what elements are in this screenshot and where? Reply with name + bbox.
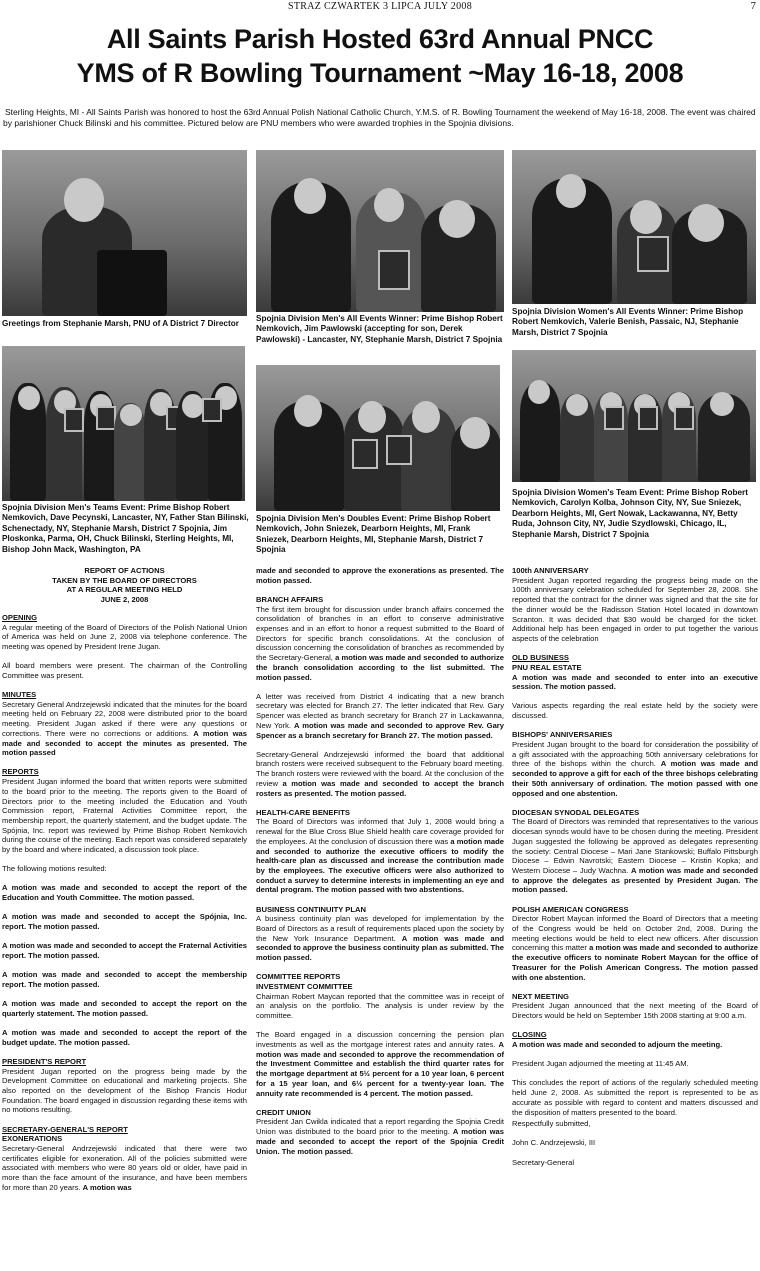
column-3 xyxy=(512,566,758,1177)
branch-affairs-motion: a motion was made and seconded to authorize the branch consolidation according to the list submitted. The motion passed. xyxy=(256,653,504,682)
credit-union-text xyxy=(256,1117,504,1156)
section-heading-polish-american-congress: POLISH AMERICAN CONGRESS xyxy=(512,904,629,914)
synodal-motion: A motion was made and seconded to approve the delegates as presented by President Jugan. The motion passed. xyxy=(512,865,758,895)
minutes-body: Secretary General Andrzejewski indicated that the minutes for the board meeting held on February 22, 2008 were distributed prior to the board meeting. President Jugan asked if there were any questions or corrections. There were no corrections or additions. xyxy=(2,699,247,738)
branch-affairs-text xyxy=(256,605,504,683)
real-estate-text: Various aspects regarding the real estate held by the society were discussed. xyxy=(512,701,758,721)
motion-bold: A motion was made and seconded to accept the membership report. The motion passed. xyxy=(2,970,247,989)
business-continuity-motion: A motion was made and seconded to approve the business continuity plan as submitted. The motion passed. xyxy=(256,933,504,963)
section-heading-100th-anniversary: 100th ANNIVERSARY xyxy=(512,566,589,575)
section-heading-opening: OPENING xyxy=(2,612,38,622)
health-care-motion: a motion made and seconded to authorize the executive officers to modify the health-care plan as discussed and increase the contribution made by the employees. The executive officers were also authorized to conduct a survey to determine interests in implementing an eye and dental program. The motion passed with two abstentions. xyxy=(256,836,505,895)
pension-text xyxy=(256,1030,504,1098)
section-heading-reports: REPORTS xyxy=(2,767,39,777)
caption-womens-all-events: Spojnia Division Women's All Events Winner: Prime Bishop Robert Nemkovich, Valerie Benish, Passaic, NJ, Stephanie Marsh, District 7 Spojnia xyxy=(512,307,744,337)
conclusion-text: This concludes the report of actions of the regularly scheduled meeting held June 2, 2008. As submitted the report is represented to be as accurate as possible with regard to content and matters discussed and the disposition of matters presented to the board. xyxy=(512,1078,758,1117)
health-care-text xyxy=(256,817,504,895)
running-header xyxy=(0,0,760,14)
branch-letter-body: A letter was received from District 4 indicating that a new branch secretary was elected for Branch 27. The letter indicated that Rev. Gary Spencer was elected as branch secretary for Branch 27 in Lackawanna, New York. xyxy=(256,691,504,730)
business-continuity-text xyxy=(256,914,504,963)
motion-bold: A motion was made and seconded to accept the report of the Education and Youth Committee. The motion passed. xyxy=(2,883,247,903)
section-heading-health-care: HEALTH-CARE BENEFITS xyxy=(256,807,350,817)
exonerations-text xyxy=(2,1144,247,1193)
subheading-pnu-real-estate: PNU REAL ESTATE xyxy=(512,662,582,672)
motion-text xyxy=(2,941,247,960)
headline xyxy=(0,22,760,90)
closing-motion-bold: A motion was made and seconded to adjourn the meeting. xyxy=(512,1040,723,1050)
exonerations-body: Secretary-General Andrzejewski indicated that there were two certificates eligible for exoneration. All of the policies submitted were associated with members who were 80 years old or older, have paid in more than the face amount of the insurance, and have been members for more than 20 years. xyxy=(2,1144,247,1192)
synodal-text xyxy=(512,817,758,895)
section-heading-old-business: OLD BUSINESS xyxy=(512,653,569,663)
signature-line: Respectfully submitted, xyxy=(512,1119,591,1129)
motion-bold: A motion was made and seconded to accept the Spójnia, Inc. report. The motion passed. xyxy=(2,912,247,932)
motion-text xyxy=(2,999,247,1018)
subheading-exonerations: EXONERATIONS xyxy=(2,1134,63,1144)
motion-text xyxy=(2,883,247,902)
pac-motion: a motion was made and seconded to authorize the executive officers to nominate Robert Maycan for the office of Treasurer for the Polish American Congress. The motion passed with one abstention. xyxy=(512,943,758,982)
section-heading-presidents-report: PRESIDENT'S REPORT xyxy=(2,1056,87,1066)
section-heading-secretary-general: SECRETARY-GENERAL'S REPORT xyxy=(2,1124,128,1134)
section-heading-minutes: MINUTES xyxy=(2,690,37,700)
next-meeting-text: President Jugan announced that the next meeting of the Board of Directors would be held on September 15th 2008 starting at 9:00 a.m. xyxy=(512,1001,758,1021)
caption-mens-doubles: Spojnia Division Men's Doubles Event: Prime Bishop Robert Nemkovich, John Sniezek, Dearborn Heights, MI, Frank Sniezek, Dearborn Heights, MI, Stephanie Marsh, District 7 Spojnia xyxy=(256,514,491,555)
branch-affairs-body: The first item brought for discussion under branch affairs concerned the consolidation of branches in an effort to conserve administrative expenses and in an effort to honor a request submitted to the Board of Directors for specific branch consolidations. At the conclusion of discussion concerning the consolidation of branches as recommended by the Secretary-General, xyxy=(256,604,504,663)
motion-bold: A motion was made and seconded to accept the report on the quarterly statement. The motion passed. xyxy=(2,999,247,1018)
report-heading-date: JUNE 2, 2008 xyxy=(100,595,149,605)
pac-text xyxy=(512,914,758,982)
section-heading-bishops-anniversaries: BISHOPS' ANNIVERSARIES xyxy=(512,730,613,740)
bishops-text xyxy=(512,740,758,798)
column-2 xyxy=(256,566,504,1166)
report-heading-line: REPORT OF ACTIONS xyxy=(84,566,165,575)
opening-text: A regular meeting of the Board of Directors of the Polish National Union of America was held on June 2, 2008 via telephone conference. The meeting was opened by President Irene Jugan. xyxy=(2,622,247,651)
branch-rosters-motion: a motion was made and seconded to accept the branch rosters as presented. The motion passed. xyxy=(256,778,504,798)
health-care-body: The Board of Directors was informed that July 1, 2008 would bring a renewal for the Blue Cross Blue Shield health care coverage provided for the employees. At the conclusion of discussion there was xyxy=(256,817,504,846)
report-heading-line: AT A REGULAR MEETING HELD xyxy=(66,585,183,595)
real-estate-motion xyxy=(512,673,758,692)
photo-mens-doubles xyxy=(256,365,500,511)
presidents-report-text: President Jugan reported on the progress being made by the Development Committee on educational and marketing projects. She also reported on the development of the Bishop Francis Hodur Foundation. The board engaged in discussion regarding these items with no motions resulting. xyxy=(2,1066,247,1115)
branch-rosters-text xyxy=(256,750,504,799)
motion-bold: A motion was made and seconded to accept the Fraternal Activities report. The motion passed. xyxy=(2,941,247,960)
motion-text xyxy=(2,912,247,931)
subheading-investment-committee: INVESTMENT COMMITTEE xyxy=(256,982,353,992)
report-heading xyxy=(2,566,247,605)
photo-mens-teams xyxy=(2,346,245,501)
opening-text-2: All board members were present. The chairman of the Controlling Committee was present. xyxy=(2,661,247,680)
real-estate-motion-bold: A motion was made and seconded to enter into an executive session. The motion passed. xyxy=(512,672,758,692)
column-1 xyxy=(2,566,247,1202)
minutes-text xyxy=(2,700,247,758)
investment-committee-text: Chairman Robert Maycan reported that the committee was in receipt of an analysis on the portfolio. The analysis is under review by the committee. xyxy=(256,991,504,1021)
synodal-body: The Board of Directors was reminded that representatives to the various diocesan synods would have to be chosen during the meeting. President Jugan suggested the following be approved as delegates representing the society: Central Diocese – Mari Jane Stankowski; Buffalo Pittsburgh Diocese – Edwin Navrotski; Eastern Diocese – Kristin Kopka; and Western Diocese – Judy Wachna. xyxy=(512,817,758,875)
report-heading-line: TAKEN BY THE BOARD OF DIRECTORS xyxy=(52,575,197,585)
running-title: STRAZ CZWARTEK 3 LIPCA JULY 2008 xyxy=(287,1,473,12)
photo-womens-team xyxy=(512,350,756,482)
section-heading-next-meeting: NEXT MEETING xyxy=(512,991,569,1001)
section-heading-business-continuity: BUSINESS CONTINUITY PLAN xyxy=(256,904,366,914)
minutes-motion: A motion was made and seconded to accept the minutes as presented. The motion passed xyxy=(2,728,247,758)
exonerations-continued xyxy=(256,566,504,585)
credit-union-motion: A motion was made and seconded to accept the report of the Spojnia Credit Union. The motion passed. xyxy=(256,1127,504,1156)
section-heading-branch-affairs: BRANCH AFFAIRS xyxy=(256,594,324,604)
business-continuity-body: A business continuity plan was developed for implementation by the Board of Directors as a result of requirements placed upon the society by the New York Insurance Department. xyxy=(256,914,504,943)
pension-motion: A motion was made and seconded to approve the recommendation of the Investment Committee and establish the third quarter rates for the mortgage department at 5½ percent for a 10 year loan, 6 percent for a 15 year loan, and 6½ percent for a twenty-year loan. The annuity rate recommended is 4 percent. The motion passed. xyxy=(256,1040,504,1098)
bishops-body: President Jugan brought to the board for consideration the possibility of a gift associated with the approaching 50th anniversary celebrations for three of the bishops within the church. xyxy=(512,740,758,769)
page-number: 7 xyxy=(750,0,756,12)
closing-motion xyxy=(512,1040,758,1050)
section-heading-committee-reports: COMMITTEE REPORTS xyxy=(256,972,341,982)
section-heading-credit-union: CREDIT UNION xyxy=(256,1107,311,1117)
motions-intro: The following motions resulted: xyxy=(2,864,107,874)
photo-mens-all-events xyxy=(256,150,504,312)
branch-letter-motion: A motion was made and seconded to approve Rev. Gary Spencer as a branch secretary for Branch 27. The motion passed. xyxy=(256,720,504,740)
caption-greetings: Greetings from Stephanie Marsh, PNU of A District 7 Director xyxy=(2,319,239,328)
branch-rosters-body: Secretary-General Andrzejewski informed the board that additional branch rosters were received subsequent to the February board meeting. The branch rosters were reviewed with the board. At the conclusion of the review xyxy=(256,749,504,788)
signature-title: Secretary-General xyxy=(512,1157,575,1167)
intro-paragraph: Sterling Heights, MI - All Saints Parish was honored to host the 63rd Annual Polish National Catholic Church, Y.M.S. of R. Bowling Tournament the weekend of May 16-18, 2008. The event was chaired by parishioner Chuck Bilinski and his committee. Pictured below are PNU members who were awarded trophies in the Spojnia divisions. xyxy=(3,107,756,128)
photo-greetings xyxy=(2,150,247,316)
closing-text: President Jugan adjourned the meeting at 11:45 AM. xyxy=(512,1059,689,1069)
signature-name: John C. Andrzejewski, III xyxy=(512,1138,596,1148)
caption-mens-teams: Spojnia Division Men's Teams Event: Prime Bishop Robert Nemkovich, Dave Pecynski, Lancaster, NY, Father Stan Bilinski, Schenectady, NY, Stephanie Marsh, District 7 Spojnia, Jim Ploskonka, Parma, OH, Chuck Bilinski, Sterling Heights, MI, Bishop John Mack, Washington, PA xyxy=(2,503,249,554)
caption-womens-team: Spojnia Division Women's Team Event: Prime Bishop Robert Nemkovich, Carolyn Kolba, Johnson City, NY, Sue Sniezek, Dearborn Heights, MI, Gert Nowak, Lackawanna, NY, Betty Ruda, Johnson City, NY, Judie Szydlowski, Chicago, IL, Stephanie Marsh, District 7 Spojnia xyxy=(512,488,748,539)
pension-body: The Board engaged in a discussion concerning the pension plan investments as well as the mortgage interest rates and annuity rates. xyxy=(256,1030,504,1050)
exonerations-motion: A motion was xyxy=(82,1182,132,1192)
headline-line-1: All Saints Parish Hosted 63rd Annual PNCC xyxy=(106,24,654,54)
motion-bold: A motion was made and seconded to accept the report of the budget update. The motion passed. xyxy=(2,1028,247,1047)
section-heading-synodal-delegates: DIOCESAN SYNODAL DELEGATES xyxy=(512,807,640,817)
branch-letter-text xyxy=(256,692,504,741)
motion-text xyxy=(2,1028,247,1047)
credit-union-body: President Jan Cwikla indicated that a report regarding the Spojnia Credit Union was distributed to the board prior to the meeting. xyxy=(256,1117,504,1137)
bishops-motion: A motion was made and seconded to approve a gift for each of the three bishops celebrating their 50th anniversary of ordination. The motion passed with one opposed and one abstention. xyxy=(512,759,758,798)
section-heading-closing: CLOSING xyxy=(512,1030,547,1040)
headline-line-2: YMS of R Bowling Tournament ~May 16-18, 2008 xyxy=(76,58,684,88)
anniversary-text: President Jugan reported regarding the progress being made on the 100th anniversary celebration scheduled for September 28, 2008. She reported that the contract for the dinner was signed and that the site for the dinner would be the Radisson Station Hotel located in downtown Scranton. It was decided that $30 would be charged for the ticket. Additional help has been engaged in order to put together the various aspects of the celebration xyxy=(512,575,758,643)
caption-mens-all-events: Spojnia Division Men's All Events Winner: Prime Bishop Robert Nemkovich, Jim Pawlowski (accepting for son, Derek Pawlowski) - Lancaster, NY, Stephanie Marsh, District 7 Spojnia xyxy=(256,314,503,344)
reports-text: President Jugan informed the board that written reports were submitted to the board prior to the meeting. The reports given to the Board of Directors prior to the meeting included the Education and Youth Commission report, Fraternal Activities Committee report, the membership report, the quarterly statement, and the budget update. The Spójnia, Inc. report was reviewed by Prime Bishop Robert Nemkovich during the course of the meeting. Each report was considered separately by the board and where indicated, a discussion took place. xyxy=(2,777,247,855)
pac-body: Director Robert Maycan informed the Board of Directors that a meeting of the Congress would be held on October 2nd, 2008. During the meeting elections would be held to elect new officers. After discussion concerning this matter xyxy=(512,914,758,953)
exonerations-motion-cont: made and seconded to approve the exonerations as presented. The motion passed. xyxy=(256,566,504,585)
photo-womens-all-events xyxy=(512,150,756,304)
motion-text xyxy=(2,970,247,989)
